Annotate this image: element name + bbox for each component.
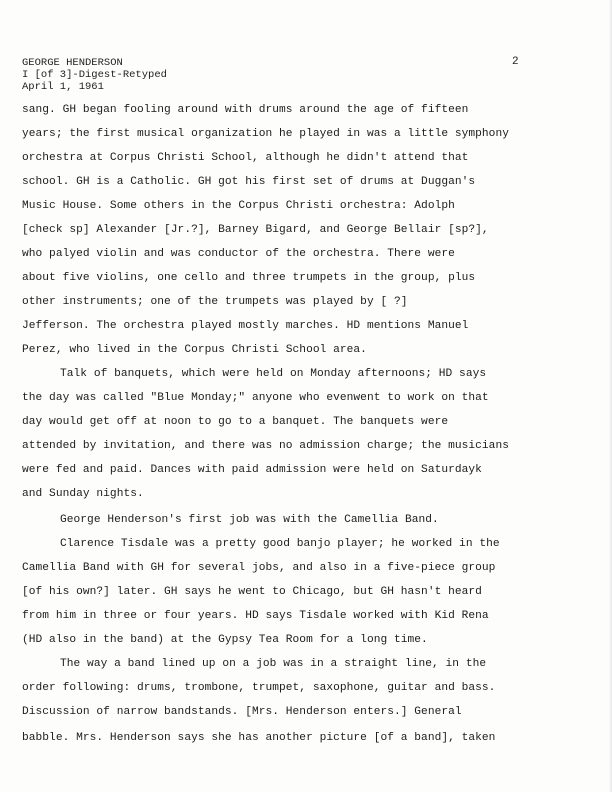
body-line: Music House. Some others in the Corpus Christi orchestra: Adolph <box>22 200 455 212</box>
body-line: day would get off at noon to go to a banquet. The banquets were <box>22 416 449 428</box>
body-line: Jefferson. The orchestra played mostly marches. HD mentions Manuel <box>22 320 469 332</box>
body-line: were fed and paid. Dances with paid admission were held on Saturdayk <box>22 464 482 476</box>
body-line: who palyed violin and was conductor of the orchestra. There were <box>22 248 455 260</box>
body-line: other instruments; one of the trumpets was played by [ ?] <box>22 296 408 308</box>
body-line: [check sp] Alexander [Jr.?], Barney Bigard, and George Bellair [sp?], <box>22 224 489 236</box>
body-line: [of his own?] later. GH says he went to Chicago, but GH hasn't heard <box>22 586 482 598</box>
page-number: 2 <box>512 56 519 68</box>
body-line: school. GH is a Catholic. GH got his first set of drums at Duggan's <box>22 176 476 188</box>
paragraph-first-line: Clarence Tisdale was a pretty good banjo player; he worked in the <box>60 538 500 550</box>
body-line: the day was called "Blue Monday;" anyone who evenwent to work on that <box>22 392 489 404</box>
body-line: babble. Mrs. Henderson says she has another picture [of a band], taken <box>22 732 496 744</box>
reel-info: I [of 3]-Digest-Retyped <box>22 69 167 81</box>
body-line: Camellia Band with GH for several jobs, and also in a five-piece group <box>22 562 496 574</box>
body-line: orchestra at Corpus Christi School, although he didn't attend that <box>22 152 469 164</box>
body-line: years; the first musical organization he played in was a little symphony <box>22 128 509 140</box>
paragraph-first-line: Talk of banquets, which were held on Monday afternoons; HD says <box>60 368 487 380</box>
interviewee-name: GEORGE HENDERSON <box>22 57 123 69</box>
body-line: Perez, who lived in the Corpus Christi School area. <box>22 344 367 356</box>
interview-date: April 1, 1961 <box>22 81 104 93</box>
body-line: order following: drums, trombone, trumpet, saxophone, guitar and bass. <box>22 682 496 694</box>
paragraph-first-line: The way a band lined up on a job was in a straight line, in the <box>60 658 487 670</box>
body-line: from him in three or four years. HD says Tisdale worked with Kid Rena <box>22 610 489 622</box>
body-line: sang. GH began fooling around with drums around the age of fifteen <box>22 104 469 116</box>
body-line: attended by invitation, and there was no admission charge; the musicians <box>22 440 509 452</box>
body-line: Discussion of narrow bandstands. [Mrs. Henderson enters.] General <box>22 706 462 718</box>
body-line: (HD also in the band) at the Gypsy Tea Room for a long time. <box>22 634 428 646</box>
paragraph-first-line: George Henderson's first job was with the Camellia Band. <box>60 514 439 526</box>
body-line: and Sunday nights. <box>22 488 144 500</box>
body-line: about five violins, one cello and three trumpets in the group, plus <box>22 272 476 284</box>
